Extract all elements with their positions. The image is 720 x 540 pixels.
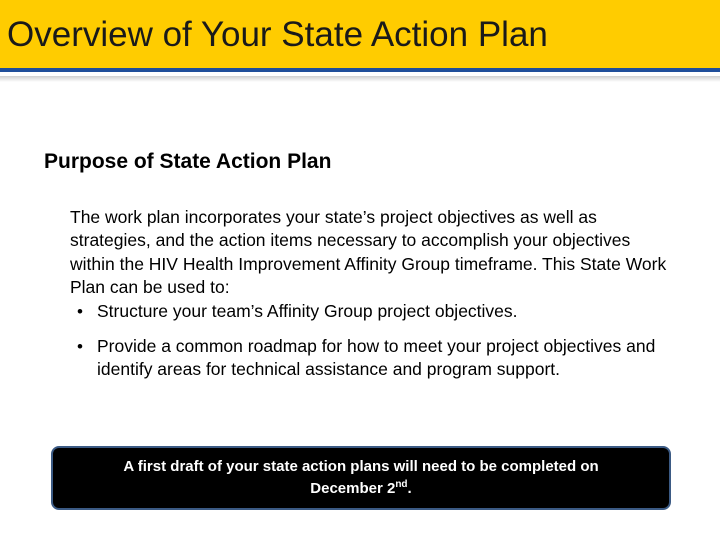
callout-line-2 bbox=[53, 478, 669, 500]
bullet-text: Provide a common roadmap for how to meet your project objectives and identify areas for technical assistance and program support. bbox=[97, 336, 656, 380]
callout-line-1: A first draft of your state action plans will need to be completed on bbox=[123, 458, 599, 475]
callout-date-suffix: nd bbox=[395, 479, 408, 490]
bullet-icon: • bbox=[77, 337, 83, 357]
body-text bbox=[70, 206, 670, 382]
title-bar bbox=[0, 0, 720, 72]
bullet-item bbox=[70, 300, 670, 323]
intro-paragraph: The work plan incorporates your state’s project objectives as well as strategies, and the action items necessary to accomplish your objectives within the HIV Health Improvement Affinity Group timeframe. This State Work Plan can be used to: bbox=[70, 207, 667, 298]
bullet-text: Structure your team’s Affinity Group project objectives. bbox=[97, 300, 518, 321]
slide-title: Overview of Your State Action Plan bbox=[7, 15, 548, 54]
section-heading: Purpose of State Action Plan bbox=[44, 150, 332, 173]
bullet-item bbox=[70, 335, 670, 382]
deadline-callout bbox=[51, 446, 671, 510]
callout-date: December 2 bbox=[310, 480, 396, 497]
callout-end: . bbox=[407, 480, 412, 497]
bullet-icon: • bbox=[77, 301, 83, 321]
title-bar-shadow bbox=[0, 76, 720, 82]
bullet-list bbox=[70, 300, 670, 382]
